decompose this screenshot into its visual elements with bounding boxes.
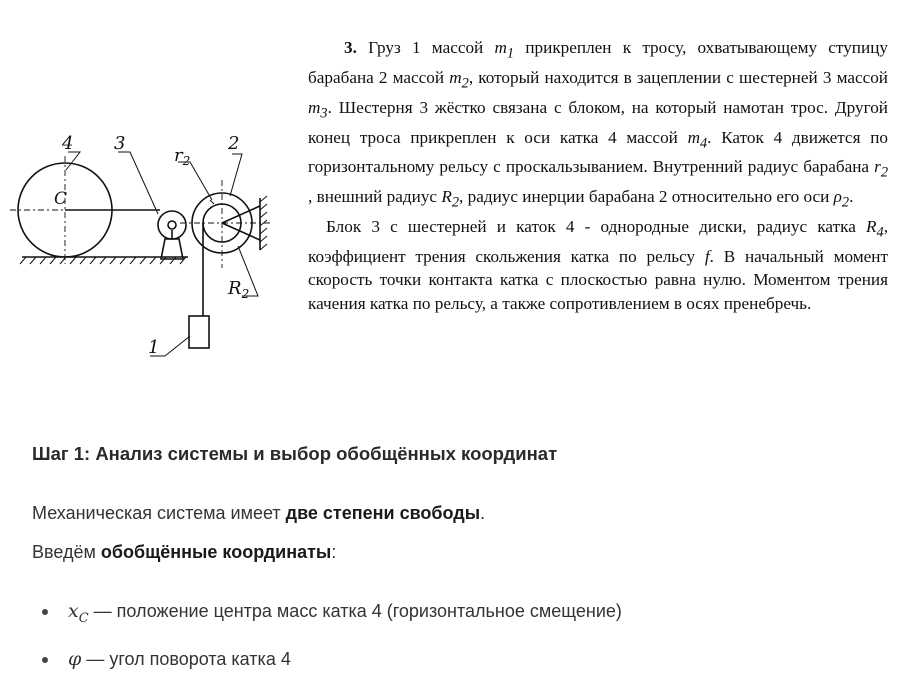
label-r2-sub: 2 bbox=[182, 154, 191, 168]
bullet-icon bbox=[42, 657, 48, 663]
symbol-rho2: ρ bbox=[833, 187, 842, 207]
text-fragment: . Шестерня 3 жёстко связана с блоком, на который намотан трос. Другой конец троса прикреплен к оси катка 4 массой bbox=[308, 97, 888, 147]
text-fragment: Введём bbox=[32, 542, 101, 562]
text-fragment: , коэффициент трения скольжения катка по рельсу bbox=[308, 217, 888, 266]
symbol-r2-sub: 2 bbox=[880, 164, 888, 181]
text-fragment: , внешний радиус bbox=[308, 187, 442, 207]
symbol-xc bbox=[68, 600, 89, 626]
text-fragment: прикреплен к тросу, охватывающему ступицу барабана 2 массой bbox=[308, 38, 888, 87]
svg-text:r2 bbox=[174, 145, 190, 168]
dof-bold: две степени свободы bbox=[285, 503, 481, 523]
symbol-R4: R bbox=[866, 217, 877, 237]
symbol-phi: φ bbox=[68, 648, 82, 670]
mechanism-diagram bbox=[10, 118, 300, 368]
label-center-c: C bbox=[54, 189, 68, 209]
coordinates-intro-line bbox=[32, 542, 336, 563]
coordinate-description: — положение центра масс катка 4 (горизонтальное смещение) bbox=[88, 601, 622, 621]
problem-statement bbox=[308, 36, 888, 315]
label-r2: r bbox=[174, 145, 183, 166]
problem-paragraph-2 bbox=[308, 215, 888, 315]
label-R2-sub: 2 bbox=[241, 287, 250, 301]
text-fragment: . bbox=[480, 503, 486, 523]
coordinate-description: — угол поворота катка 4 bbox=[81, 649, 291, 669]
label-R2: R bbox=[228, 278, 242, 299]
svg-text:R2 bbox=[227, 278, 249, 301]
symbol-r2: r bbox=[874, 157, 881, 177]
symbol-m4-sub: 4 bbox=[700, 134, 708, 151]
label-load-1: 1 bbox=[148, 337, 160, 358]
intro-bold: обобщённые координаты bbox=[100, 542, 332, 562]
text-fragment: , радиус инерции барабана 2 относительно его оси bbox=[459, 187, 834, 207]
text-fragment: : bbox=[331, 542, 337, 562]
text-fragment: . В начальный момент скорость точки контакта катка с плоскостью равна нулю. Моментом трения качения катка по рельсу, а также сопротивлением в осях пренебречь. bbox=[308, 246, 888, 313]
symbol-m3-sub: 3 bbox=[320, 105, 328, 122]
symbol-R2-sub: 2 bbox=[451, 194, 460, 211]
text-fragment: . Каток 4 движется по горизонтальному рельсу с проскальзыванием. Внутренний радиус барабана bbox=[308, 127, 888, 177]
text-fragment: Механическая система имеет bbox=[32, 503, 286, 523]
symbol-R4-sub: 4 bbox=[876, 224, 884, 241]
symbol-m2: m bbox=[449, 67, 462, 87]
symbol-m4: m bbox=[687, 127, 700, 147]
symbol-m1-sub: 1 bbox=[506, 45, 515, 62]
symbol-rho2-sub: 2 bbox=[841, 194, 850, 211]
text-fragment: , который находится в зацеплении с шестерней 3 массой bbox=[468, 67, 889, 87]
list-item bbox=[32, 648, 622, 696]
problem-number: 3. bbox=[344, 38, 357, 57]
label-roller-4: 4 bbox=[62, 133, 74, 154]
step-heading: Шаг 1: Анализ системы и выбор обобщённых координат bbox=[32, 443, 558, 464]
problem-paragraph-1 bbox=[308, 36, 888, 215]
bullet-icon bbox=[42, 609, 48, 615]
symbol-R2: R bbox=[441, 187, 452, 207]
text-fragment: . bbox=[849, 187, 854, 207]
list-item bbox=[32, 600, 622, 648]
symbol-x-sub: C bbox=[78, 610, 89, 626]
coordinates-list bbox=[32, 600, 622, 696]
symbol-m2-sub: 2 bbox=[461, 75, 469, 92]
degrees-of-freedom-line bbox=[32, 503, 485, 524]
symbol-x: x bbox=[68, 600, 79, 622]
text-fragment: Груз 1 массой bbox=[356, 38, 495, 57]
label-block-3: 3 bbox=[114, 133, 126, 154]
symbol-m1: m bbox=[494, 38, 507, 57]
text-fragment: Блок 3 с шестерней и каток 4 - однородные диски, радиус катка bbox=[326, 217, 867, 237]
symbol-m3: m bbox=[308, 97, 321, 117]
symbol-f: f bbox=[704, 246, 710, 266]
label-drum-2: 2 bbox=[228, 133, 240, 154]
